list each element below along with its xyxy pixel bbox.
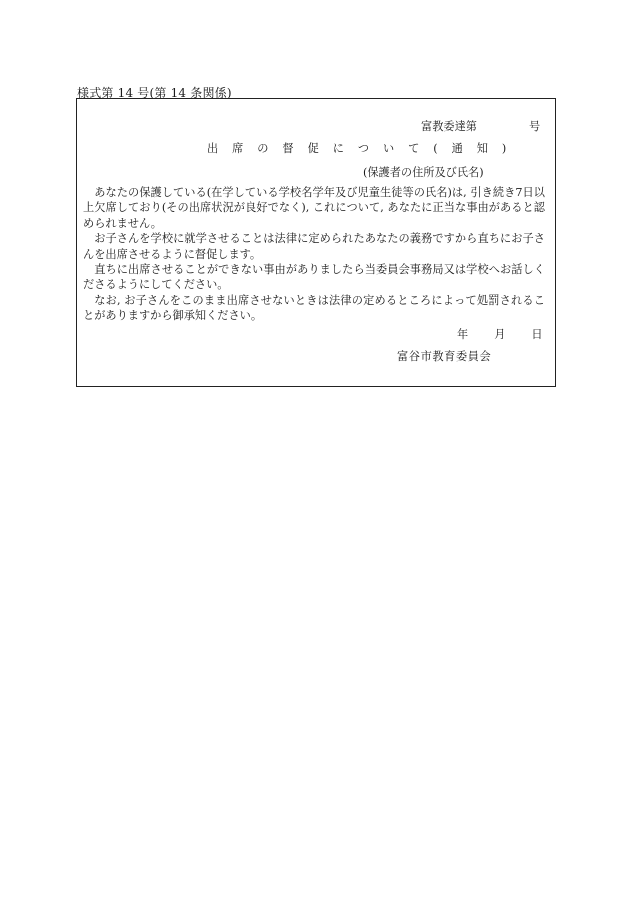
date-month: 月 xyxy=(494,328,506,341)
form-number: 様式第 14 号(第 14 条関係) xyxy=(77,86,232,100)
body-paragraph: なお, お子さんをこのまま出席させないときは法律の定めるところによって処罰されることがありますから御承知ください。 xyxy=(83,293,545,323)
notice-frame xyxy=(76,98,556,387)
body-paragraph: あなたの保護している(在学している学校名学年及び児童生徒等の氏名)は, 引き続き7日以上欠席しており(その出席状況が良好でなく), これについて, あなたに正当な事由があると認められません。 xyxy=(83,186,545,230)
notice-title: 出 席 の 督 促 に つ い て ( 通 知 ) xyxy=(207,142,512,155)
document-number-suffix: 号 xyxy=(528,120,541,133)
notice-body xyxy=(83,185,545,324)
issuer-name: 富谷市教育委員会 xyxy=(397,350,492,363)
date-year: 年 xyxy=(457,328,469,341)
addressee: (保護者の住所及び氏名) xyxy=(363,166,484,179)
date-line xyxy=(457,328,543,342)
document-number xyxy=(421,120,540,134)
body-paragraph: 直ちに出席させることができない事由がありましたら当委員会事務局又は学校へお話しくださるようにしてください。 xyxy=(83,263,545,292)
document-number-prefix: 富教委達第 xyxy=(421,120,477,133)
body-paragraph: お子さんを学校に就学させることは法律に定められたあなたの義務ですから直ちにお子さんを出席させるように督促します。 xyxy=(83,232,545,261)
date-day: 日 xyxy=(531,328,543,341)
